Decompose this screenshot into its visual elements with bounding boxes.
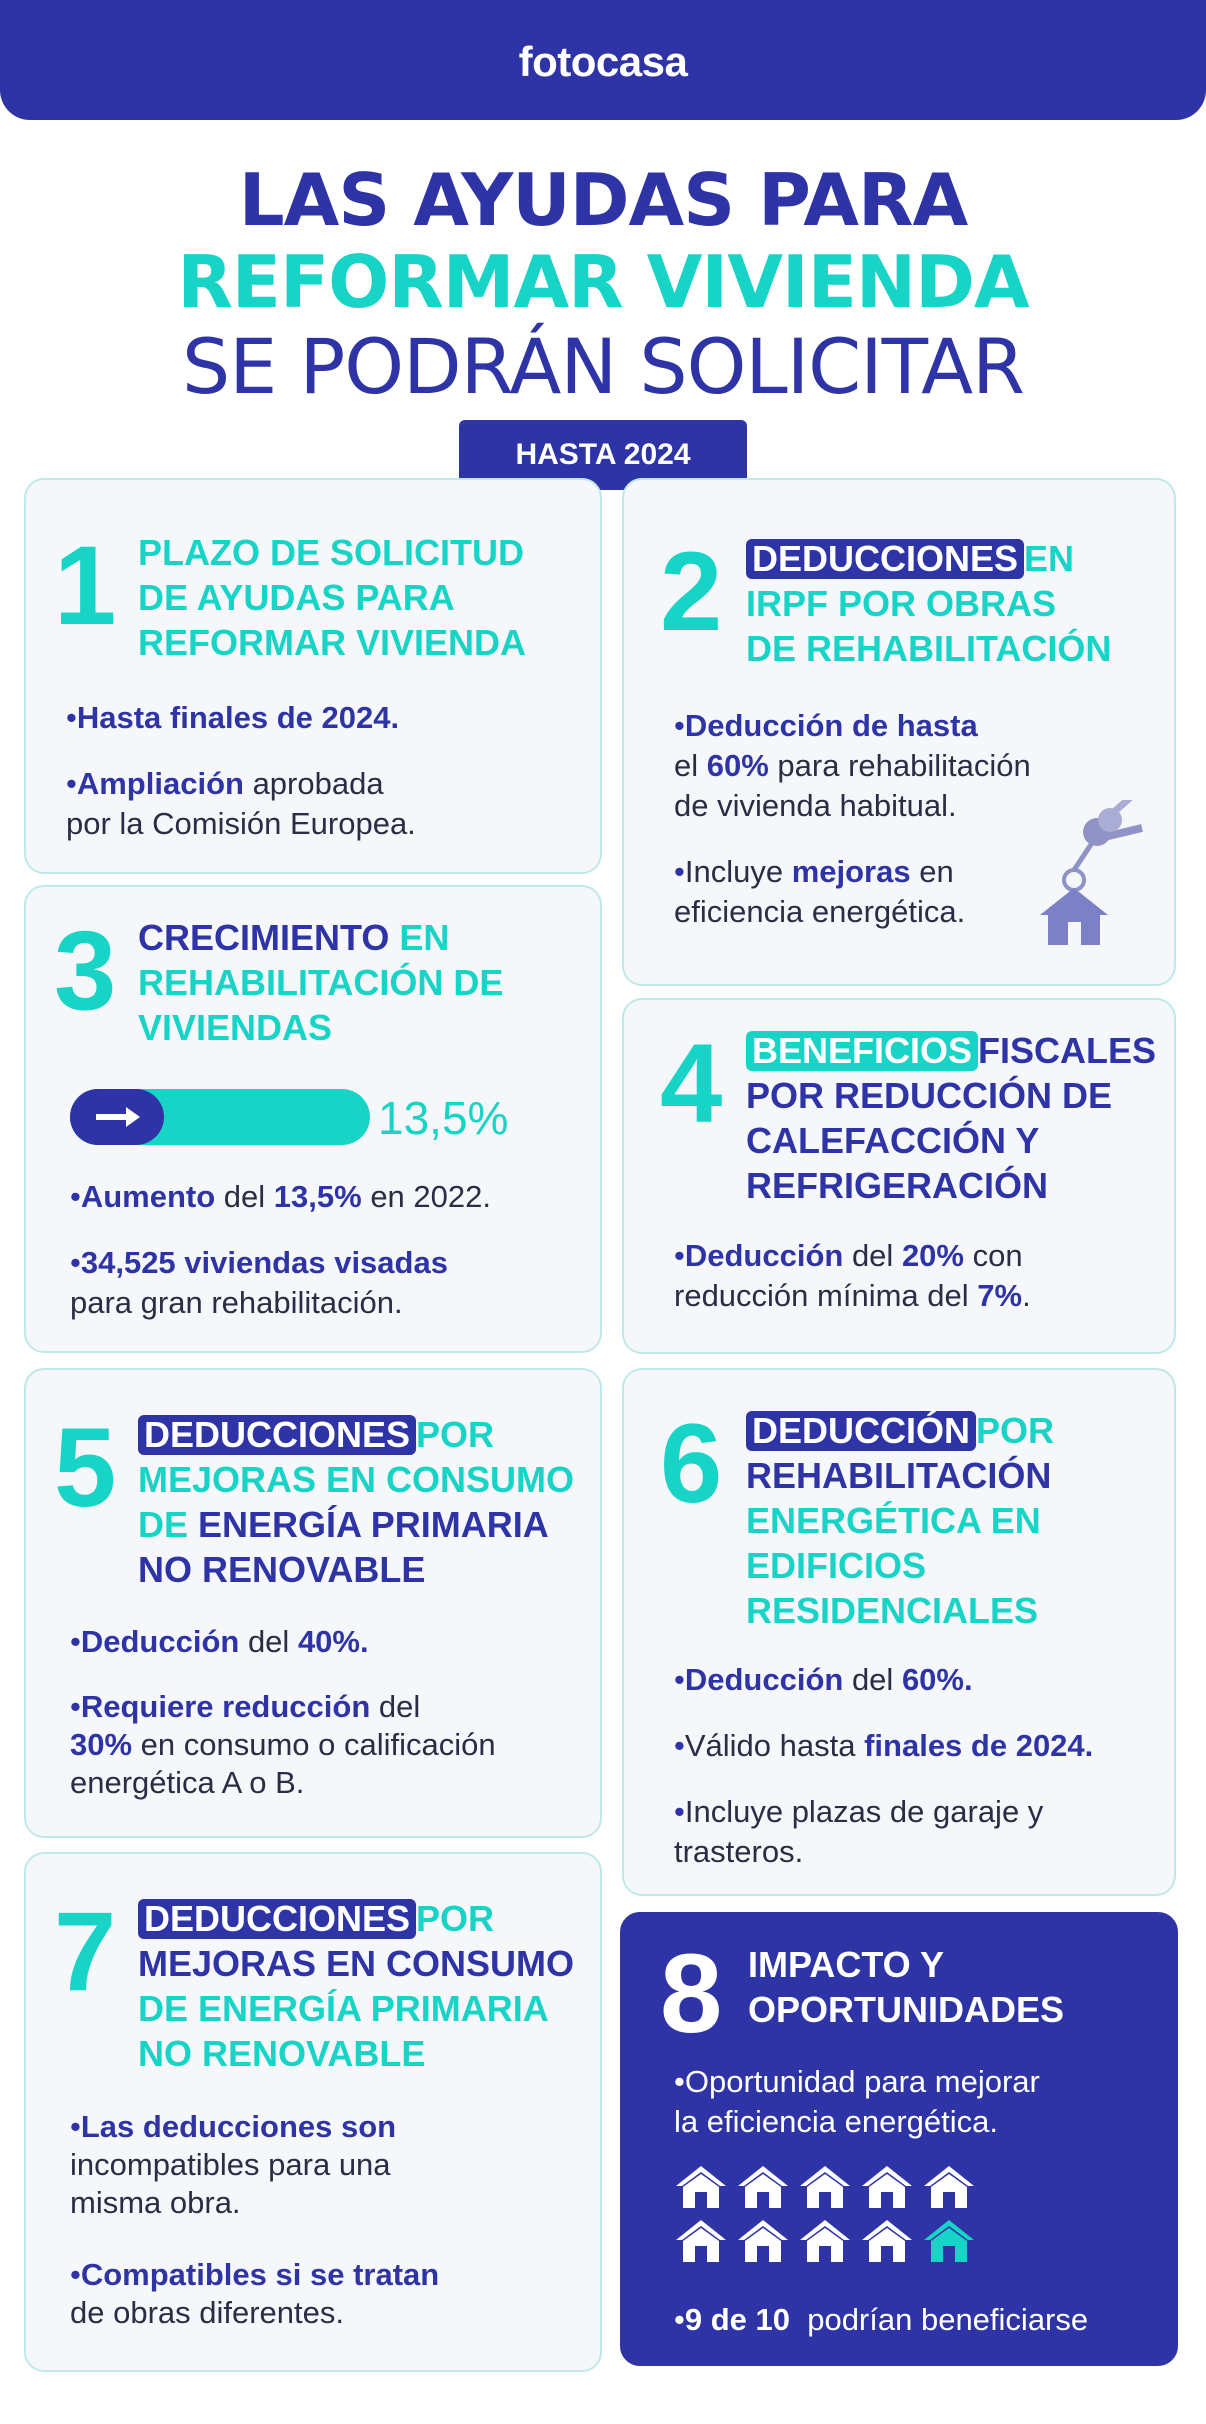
bullet-item: •Ampliación aprobada por la Comisión Europea. xyxy=(66,766,416,841)
card-8-impacto xyxy=(620,1912,1178,2366)
card-title-line: REFORMAR VIVIENDA xyxy=(138,622,527,663)
card-body-footer xyxy=(674,2300,1088,2340)
header-bar xyxy=(0,0,1206,120)
card-title-line: DEDUCCIONES POR xyxy=(138,1896,574,1941)
house-icon xyxy=(674,2162,728,2210)
house-icon xyxy=(798,2162,852,2210)
card-title-line: NO RENOVABLE xyxy=(138,2033,426,2074)
card-1-plazo xyxy=(24,478,602,874)
card-title-line: BENEFICIOS FISCALES xyxy=(746,1028,1156,1073)
card-title xyxy=(138,530,526,665)
card-title-line: MEJORAS EN CONSUMO xyxy=(138,1459,575,1500)
card-title-line: POR REDUCCIÓN DE xyxy=(746,1075,1113,1116)
card-2-irpf xyxy=(622,478,1176,986)
bullet-item: •Incluye plazas de garaje y trasteros. xyxy=(674,1794,1044,1869)
card-title-line: IRPF POR OBRAS xyxy=(746,583,1057,624)
bullet-item: •Oportunidad para mejorar la eficiencia energética. xyxy=(674,2064,1040,2139)
fotocasa-logo[interactable]: fotocasa xyxy=(518,38,688,85)
title-line-1: LAS AYUDAS PARA xyxy=(238,158,968,242)
house-icon-grid xyxy=(674,2162,994,2272)
bullet-item: •Deducción del 20% con reducción mínima del 7%. xyxy=(674,1238,1031,1313)
card-7-deducciones xyxy=(24,1852,602,2372)
card-body xyxy=(66,698,416,870)
house-icon xyxy=(674,2216,728,2264)
card-title xyxy=(746,536,1111,671)
card-6-deduccion xyxy=(622,1368,1176,1896)
card-number: 6 xyxy=(660,1401,723,1526)
bullet-item: •Deducción del 60%. xyxy=(674,1662,973,1697)
card-title-line: MEJORAS EN CONSUMO xyxy=(138,1943,575,1984)
card-title-line: DE ENERGÍA PRIMARIA xyxy=(138,1988,549,2029)
card-title-line: ENERGÉTICA EN xyxy=(746,1500,1041,1541)
bullet-item: •Compatibles si se tratan de obras diferentes. xyxy=(70,2257,440,2330)
card-title-line: RESIDENCIALES xyxy=(746,1590,1039,1631)
bullet-item: •Válido hasta finales de 2024. xyxy=(674,1728,1094,1763)
bullet-item: •Las deducciones son incompatibles para una misma obra. xyxy=(70,2109,397,2220)
card-title-line: NO RENOVABLE xyxy=(138,1549,426,1590)
house-icon xyxy=(736,2162,790,2210)
card-body xyxy=(70,1622,496,1828)
bullet-item: •9 de 10 podrían beneficiarse xyxy=(674,2302,1089,2337)
bullet-item: •Aumento del 13,5% en 2022. xyxy=(70,1179,491,1214)
card-title-line: OPORTUNIDADES xyxy=(748,1989,1065,2030)
card-title-line: PLAZO DE SOLICITUD xyxy=(138,532,524,573)
card-title-line: CRECIMIENTO EN xyxy=(138,917,450,958)
progress-bar xyxy=(70,1089,370,1145)
card-title xyxy=(138,915,503,1050)
house-icon xyxy=(798,2216,852,2264)
bullet-item: •Requiere reducción del 30% en consumo o calificación energética A o B. xyxy=(70,1689,496,1800)
card-title-line: DEDUCCIÓN POR xyxy=(746,1408,1054,1453)
card-title xyxy=(746,1028,1156,1208)
card-title-line: DE AYUDAS PARA xyxy=(138,577,455,618)
card-number: 5 xyxy=(54,1405,117,1530)
card-title-line: DEDUCCIONES POR xyxy=(138,1412,574,1457)
card-4-beneficios xyxy=(622,998,1176,1354)
card-number: 1 xyxy=(54,523,117,648)
card-title-line: REHABILITACIÓN xyxy=(746,1455,1052,1496)
card-body xyxy=(674,1660,1093,1898)
bullet-item: •Hasta finales de 2024. xyxy=(66,700,400,735)
card-title xyxy=(746,1408,1054,1633)
card-body xyxy=(674,1236,1031,1342)
card-title-line: EDIFICIOS xyxy=(746,1545,927,1586)
house-icon xyxy=(736,2216,790,2264)
card-body xyxy=(674,2062,1040,2168)
bullet-item: •Deducción del 40%. xyxy=(70,1624,369,1659)
card-body xyxy=(674,706,1031,958)
bullet-item: •34,525 viviendas visadas para gran rehabilitación. xyxy=(70,1245,448,1320)
card-title-line: DE REHABILITACIÓN xyxy=(746,628,1112,669)
house-icon-highlighted xyxy=(922,2216,976,2264)
title-line-2: REFORMAR VIVIENDA xyxy=(177,240,1029,324)
card-title-line: DE ENERGÍA PRIMARIA xyxy=(138,1504,549,1545)
card-title xyxy=(748,1942,1064,2032)
title-line-3: SE PODRÁN SOLICITAR xyxy=(182,322,1024,411)
card-number: 3 xyxy=(54,908,117,1033)
card-title xyxy=(138,1896,574,2076)
card-title-line: DEDUCCIONES EN xyxy=(746,536,1111,581)
deadline-badge: HASTA 2024 xyxy=(459,420,747,490)
card-number: 2 xyxy=(660,529,723,654)
card-title-line: REFRIGERACIÓN xyxy=(746,1165,1049,1206)
bullet-item: •Deducción de hasta el 60% para rehabilitación de vivienda habitual. xyxy=(674,708,1031,823)
card-title-line: IMPACTO Y xyxy=(748,1944,945,1985)
card-number: 7 xyxy=(54,1889,117,2014)
card-body xyxy=(70,1177,491,1349)
card-number: 8 xyxy=(660,1931,723,2056)
card-5-deducciones xyxy=(24,1368,602,1838)
house-keys-icon xyxy=(1032,800,1152,950)
bullet-item: •Incluye mejoras en eficiencia energética. xyxy=(674,854,966,929)
house-icon xyxy=(922,2162,976,2210)
progress-fill xyxy=(70,1089,164,1145)
progress-label: 13,5% xyxy=(378,1092,509,1144)
house-icon xyxy=(860,2216,914,2264)
card-body xyxy=(70,2108,439,2358)
card-3-crecimiento xyxy=(24,885,602,1353)
house-icon xyxy=(860,2162,914,2210)
card-title-line: CALEFACCIÓN Y xyxy=(746,1120,1040,1161)
arrow-right-icon xyxy=(70,1089,164,1145)
card-title-line: VIVIENDAS xyxy=(138,1007,333,1048)
card-title-line: REHABILITACIÓN DE xyxy=(138,962,504,1003)
card-title xyxy=(138,1412,574,1592)
card-number: 4 xyxy=(660,1021,723,1146)
